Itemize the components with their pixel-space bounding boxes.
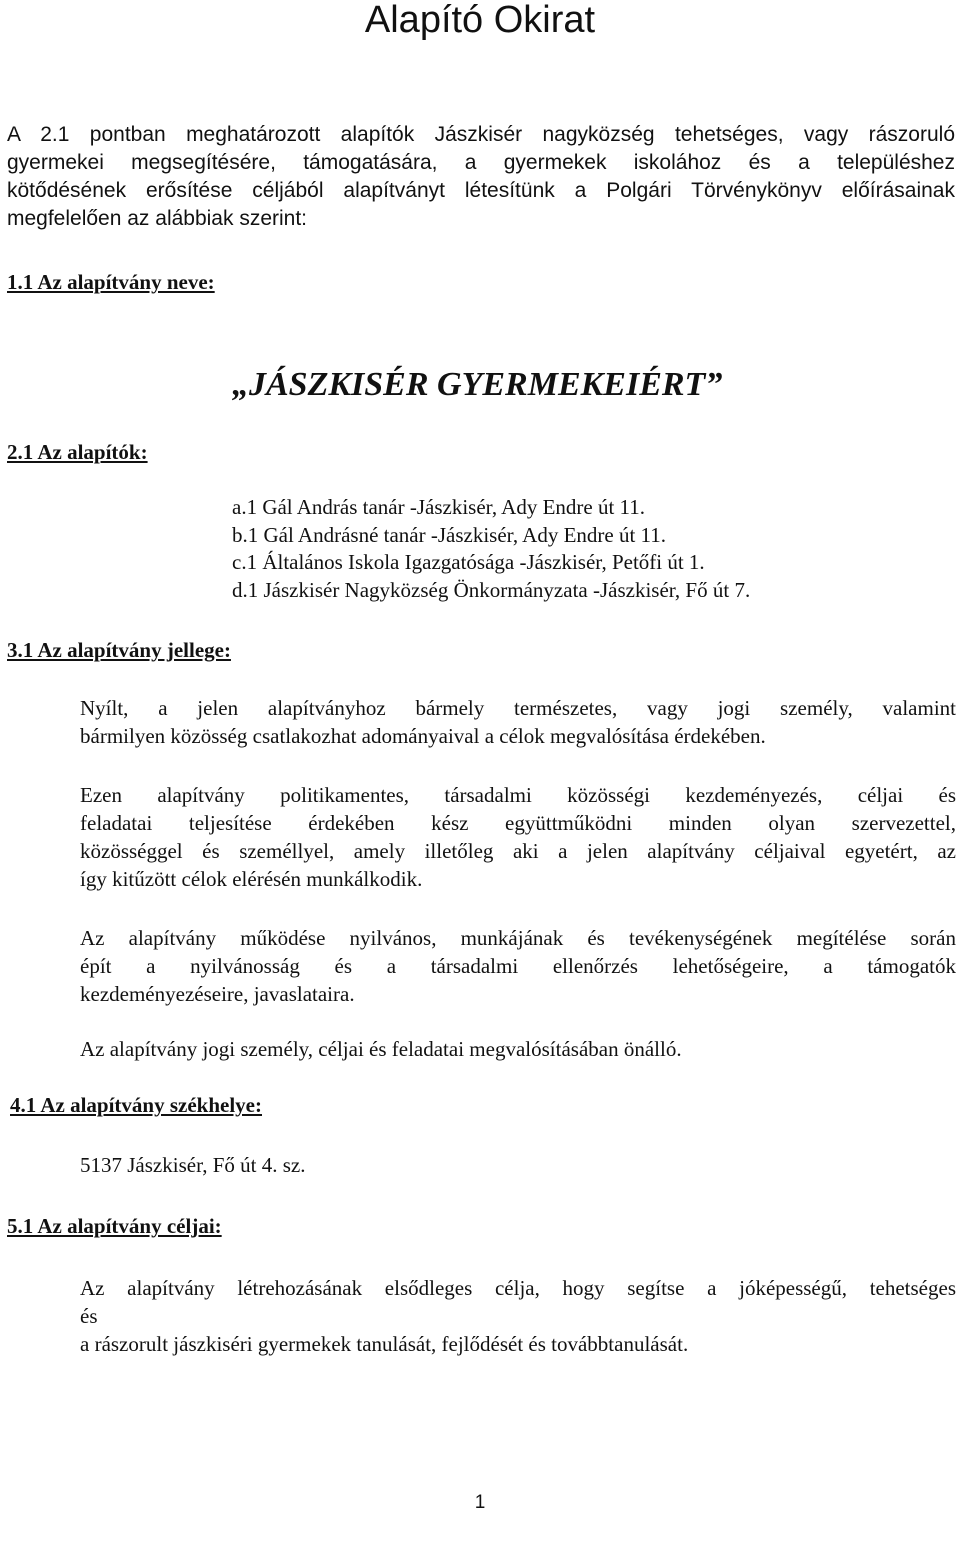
paragraph-line: Az alapítvány létrehozásának elsődleges célja, hogy segítse a jóképességű, tehetséges (80, 1276, 956, 1300)
page-number: 1 (474, 1492, 486, 1513)
founder-item: a.1 Gál András tanár -Jászkisér, Ady Endre út 11. (232, 495, 646, 519)
section-3-heading: 3.1 Az alapítvány jellege: (7, 638, 231, 662)
character-paragraph-3 (80, 924, 956, 1008)
section-4-heading: 4.1 Az alapítvány székhelye: (10, 1093, 262, 1117)
paragraph-line: Ezen alapítvány politikamentes, társadalmi közösségi kezdeményezés, céljai és (80, 783, 956, 807)
intro-line: A 2.1 pontban meghatározott alapítók Jászkisér nagyközség tehetséges, vagy rászoruló (7, 123, 955, 146)
paragraph-line: közösséggel és személlyel, amely illetőleg aki a jelen alapítvány céljaival egyetért, az (80, 839, 956, 863)
paragraph-line: kezdeményezéseire, javaslataira. (80, 982, 355, 1006)
intro-line: kötődésének erősítése céljából alapítványt létesítünk a Polgári Törvénykönyv előírásainak (7, 179, 955, 202)
character-paragraph-4: Az alapítvány jogi személy, céljai és feladatai megvalósításában önálló. (80, 1037, 682, 1061)
paragraph-line: és (80, 1304, 98, 1328)
seat-address: 5137 Jászkisér, Fő út 4. sz. (80, 1153, 306, 1177)
paragraph-line: Nyílt, a jelen alapítványhoz bármely természetes, vagy jogi személy, valamint (80, 696, 956, 720)
goals-paragraph (80, 1274, 956, 1358)
paragraph-line: így kitűzött célok elérésén munkálkodik. (80, 867, 423, 891)
section-2-heading: 2.1 Az alapítók: (7, 440, 148, 464)
paragraph-line: Az alapítvány működése nyilvános, munkájának és tevékenységének megítélése során (80, 926, 956, 950)
paragraph-line: épít a nyilvánosság és a társadalmi ellenőrzés lehetőségeire, a támogatók (80, 954, 956, 978)
intro-paragraph (7, 121, 955, 233)
paragraph-line: bármilyen közösség csatlakozhat adományaival a célok megvalósítása érdekében. (80, 724, 766, 748)
section-1-heading: 1.1 Az alapítvány neve: (7, 270, 215, 294)
document-title: Alapító Okirat (364, 0, 596, 41)
founders-list (232, 494, 750, 604)
paragraph-line: a rászorult jászkiséri gyermekek tanulását, fejlődését és továbbtanulását. (80, 1332, 689, 1356)
character-paragraph-2 (80, 781, 956, 893)
founder-item: b.1 Gál Andrásné tanár -Jászkisér, Ady Endre út 11. (232, 522, 667, 547)
character-paragraph-1 (80, 694, 956, 750)
intro-line: megfelelően az alábbiak szerint: (7, 207, 308, 230)
founder-item: d.1 Jászkisér Nagyközség Önkormányzata -Jászkisér, Fő út 7. (232, 577, 751, 602)
section-5-heading: 5.1 Az alapítvány céljai: (7, 1214, 222, 1238)
founder-item: c.1 Általános Iskola Igazgatósága -Jászkisér, Petőfi út 1. (232, 550, 705, 574)
foundation-name: „JÁSZKISÉR GYERMEKEIÉRT” (232, 366, 723, 403)
intro-line: gyermekei megsegítésére, támogatására, a gyermekek iskolához és a településhez (7, 151, 955, 174)
paragraph-line: feladatai teljesítése érdekében kész együttműködni minden olyan szervezettel, (80, 811, 956, 835)
